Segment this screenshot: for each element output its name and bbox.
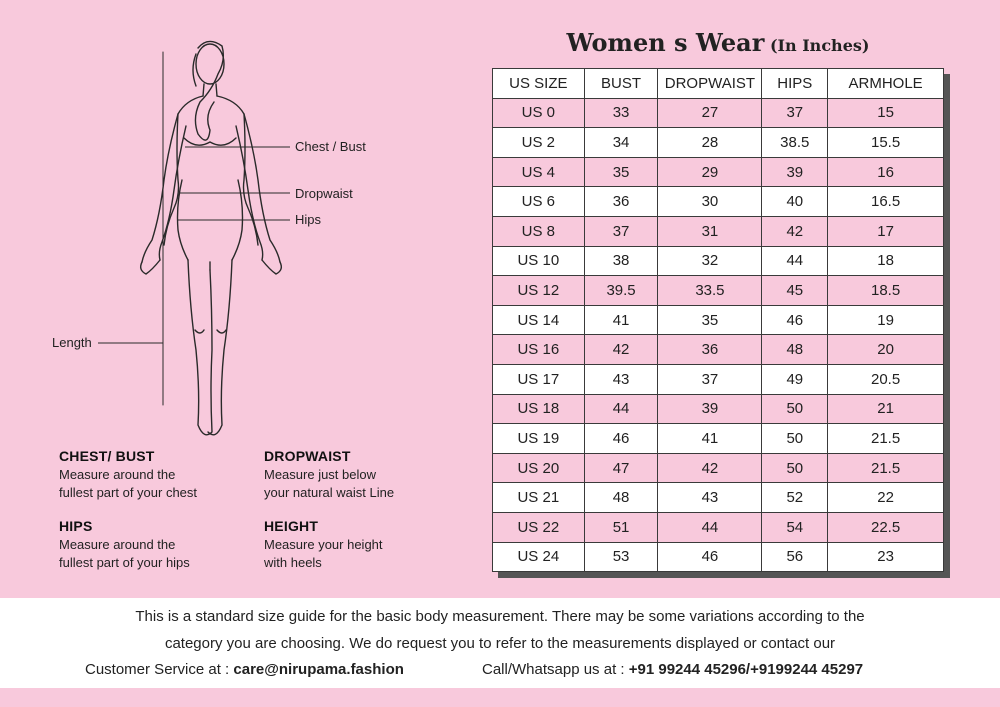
footer-line-2: category you are choosing. We do request you to refer to the measurements displayed or contact our: [164, 635, 836, 652]
table-body: [493, 98, 944, 572]
dropwaist-definition-line1: Measure just below: [264, 467, 376, 482]
table-cell: 21: [828, 394, 944, 424]
table-row: [493, 335, 944, 365]
email-link[interactable]: care@nirupama.fashion: [233, 661, 404, 678]
table-cell: US 20: [493, 453, 585, 483]
hips-definition-line2: fullest part of your hips: [59, 555, 190, 570]
table-row: [493, 246, 944, 276]
table-cell: US 10: [493, 246, 585, 276]
height-definition-heading: HEIGHT: [264, 518, 319, 534]
table-cell: US 21: [493, 483, 585, 513]
customer-service: [85, 661, 404, 678]
table-cell: US 8: [493, 216, 585, 246]
table-cell: 42: [584, 335, 658, 365]
table-row: [493, 276, 944, 306]
table-cell: 16.5: [828, 187, 944, 217]
table-cell: 21.5: [828, 453, 944, 483]
table-cell: 49: [762, 364, 828, 394]
table-cell: US 16: [493, 335, 585, 365]
table-cell: 44: [584, 394, 658, 424]
table-row: [493, 157, 944, 187]
dropwaist-definition-heading: DROPWAIST: [264, 448, 351, 464]
table-cell: 43: [584, 364, 658, 394]
header-hips: HIPS: [762, 69, 828, 99]
table-cell: 39: [762, 157, 828, 187]
table-cell: US 19: [493, 424, 585, 454]
bottom-strip: [0, 688, 1000, 707]
table-cell: 18.5: [828, 276, 944, 306]
table-cell: 39: [658, 394, 762, 424]
table-cell: 50: [762, 424, 828, 454]
table-cell: US 24: [493, 542, 585, 572]
dropwaist-label: Dropwaist: [295, 186, 353, 201]
table-cell: 30: [658, 187, 762, 217]
table-cell: 56: [762, 542, 828, 572]
chest-definition-line1: Measure around the: [59, 467, 176, 482]
height-definition-line1: Measure your height: [264, 537, 383, 552]
body-figure: [40, 30, 460, 450]
table-cell: 48: [584, 483, 658, 513]
table-cell: 32: [658, 246, 762, 276]
hips-definition-heading: HIPS: [59, 518, 93, 534]
phone-link[interactable]: +91 99244 45296/+9199244 45297: [628, 661, 864, 678]
table-cell: 15.5: [828, 128, 944, 158]
call-whatsapp: [482, 661, 863, 678]
header-bust: BUST: [584, 69, 658, 99]
title-sub: (In Inches): [769, 36, 870, 55]
chest-definition-heading: CHEST/ BUST: [59, 448, 155, 464]
table-cell: 37: [658, 364, 762, 394]
table-cell: 46: [584, 424, 658, 454]
header-us-size: US SIZE: [493, 69, 585, 99]
table-row: [493, 512, 944, 542]
table-cell: 37: [584, 216, 658, 246]
hips-definition-line1: Measure around the: [59, 537, 176, 552]
hips-definition: [59, 518, 259, 572]
header-dropwaist: DROPWAIST: [658, 69, 762, 99]
table-cell: US 22: [493, 512, 585, 542]
call-label: Call/Whatsapp us at :: [482, 661, 629, 678]
table-cell: US 4: [493, 157, 585, 187]
table-cell: 43: [658, 483, 762, 513]
table-cell: 29: [658, 157, 762, 187]
table-cell: 28: [658, 128, 762, 158]
table-cell: 47: [584, 453, 658, 483]
table-cell: 44: [658, 512, 762, 542]
table-cell: 36: [658, 335, 762, 365]
table-row: [493, 98, 944, 128]
table-row: [493, 394, 944, 424]
body-outline-icon: [40, 30, 460, 450]
table-cell: 27: [658, 98, 762, 128]
table-cell: 19: [828, 305, 944, 335]
table-cell: 50: [762, 394, 828, 424]
table-cell: 33.5: [658, 276, 762, 306]
table-cell: US 14: [493, 305, 585, 335]
dropwaist-definition: [264, 448, 464, 502]
hips-label: Hips: [295, 212, 322, 227]
title-main: Women s Wear: [566, 28, 765, 57]
chest-definition: [59, 448, 259, 502]
table-cell: 45: [762, 276, 828, 306]
table-cell: 39.5: [584, 276, 658, 306]
table-cell: 15: [828, 98, 944, 128]
table-cell: 20.5: [828, 364, 944, 394]
table-cell: 17: [828, 216, 944, 246]
table-row: [493, 187, 944, 217]
table-cell: 23: [828, 542, 944, 572]
table-row: [493, 216, 944, 246]
header-armhole: ARMHOLE: [828, 69, 944, 99]
table-row: [493, 364, 944, 394]
footer-line-1: This is a standard size guide for the basic body measurement. There may be some variations according to the: [135, 608, 865, 625]
table-cell: 52: [762, 483, 828, 513]
customer-service-label: Customer Service at :: [85, 661, 234, 678]
table-cell: US 2: [493, 128, 585, 158]
table-cell: 35: [658, 305, 762, 335]
table-cell: 42: [762, 216, 828, 246]
table-cell: 41: [658, 424, 762, 454]
table-cell: 41: [584, 305, 658, 335]
table-cell: 42: [658, 453, 762, 483]
table-cell: 20: [828, 335, 944, 365]
table-cell: 34: [584, 128, 658, 158]
chest-label: Chest / Bust: [295, 139, 366, 154]
chest-definition-line2: fullest part of your chest: [59, 485, 198, 500]
table-cell: 22.5: [828, 512, 944, 542]
table-cell: US 12: [493, 276, 585, 306]
page-title: [492, 28, 944, 57]
table-cell: 51: [584, 512, 658, 542]
table-cell: 36: [584, 187, 658, 217]
table-row: [493, 424, 944, 454]
table-cell: US 6: [493, 187, 585, 217]
table-cell: 50: [762, 453, 828, 483]
table-cell: 37: [762, 98, 828, 128]
height-definition: [264, 518, 464, 572]
table-cell: 16: [828, 157, 944, 187]
table-row: [493, 305, 944, 335]
table-cell: 54: [762, 512, 828, 542]
table-cell: US 17: [493, 364, 585, 394]
table-cell: US 18: [493, 394, 585, 424]
table-cell: 44: [762, 246, 828, 276]
table-cell: 46: [762, 305, 828, 335]
table-cell: US 0: [493, 98, 585, 128]
dropwaist-definition-line2: your natural waist Line: [264, 485, 395, 500]
table-cell: 21.5: [828, 424, 944, 454]
table-row: [493, 542, 944, 572]
table-cell: 40: [762, 187, 828, 217]
table-cell: 38.5: [762, 128, 828, 158]
table-row: [493, 483, 944, 513]
size-table: [492, 68, 944, 572]
length-label: Length: [52, 335, 92, 350]
height-definition-line2: with heels: [264, 555, 322, 570]
table-cell: 38: [584, 246, 658, 276]
table-cell: 18: [828, 246, 944, 276]
table-header-row: [493, 69, 944, 99]
table-cell: 53: [584, 542, 658, 572]
table-cell: 48: [762, 335, 828, 365]
table-row: [493, 128, 944, 158]
table-cell: 35: [584, 157, 658, 187]
table-row: [493, 453, 944, 483]
table-cell: 46: [658, 542, 762, 572]
table-cell: 22: [828, 483, 944, 513]
table-cell: 31: [658, 216, 762, 246]
table-cell: 33: [584, 98, 658, 128]
